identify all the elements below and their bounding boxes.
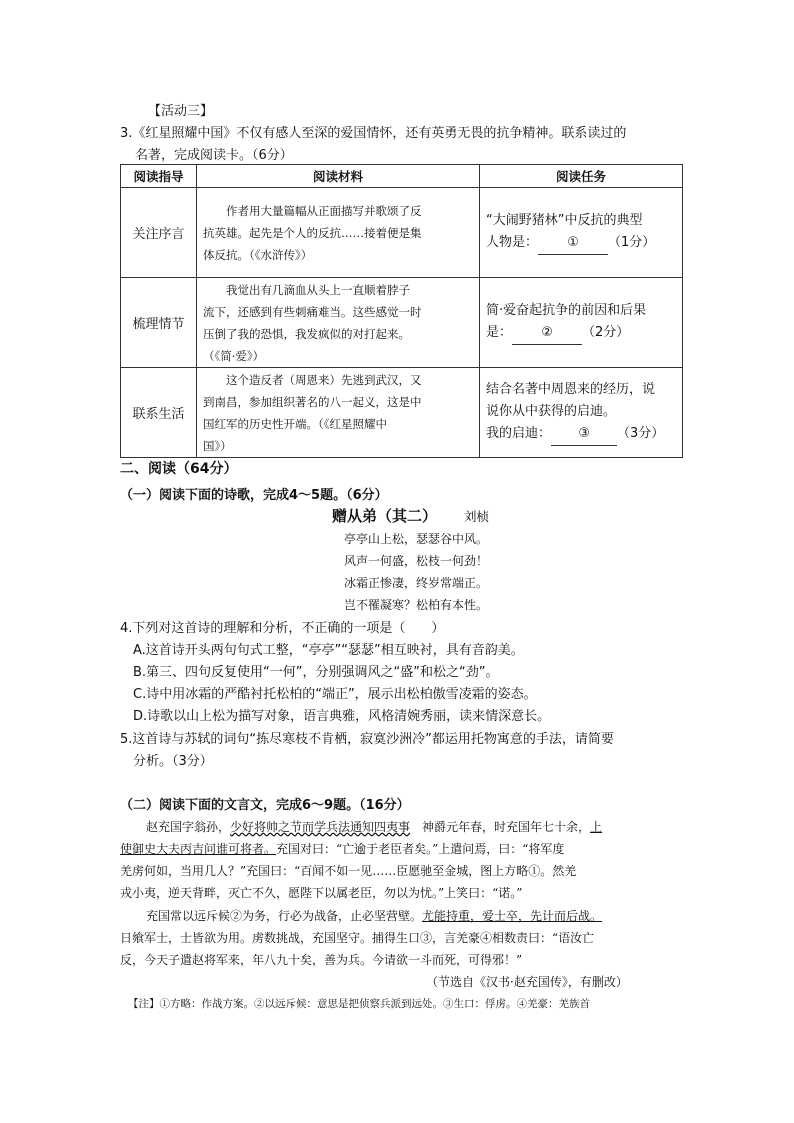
passage-underlined-text: 尤能持重，爱士卒，先计而后战。 (422, 909, 603, 923)
passage-wavy-text: 少好将帅之节而学兵法通知四夷事 (230, 820, 411, 834)
task-line: 我的启迪： (486, 426, 552, 441)
table-header-row (121, 165, 683, 188)
material-cell (197, 188, 480, 278)
material-line: 压倒了我的恐惧，我发疯似的对打起来。 (203, 326, 410, 341)
material-cell (197, 368, 480, 458)
material-line: 流下，还感到有些刺痛难当。这些感觉一时 (203, 304, 422, 319)
poem-line: 风声一何盛，松枝一何劲！ (344, 554, 489, 568)
material-line: 抗英雄。起先是个人的反抗……接着便是集 (203, 225, 422, 240)
passage-line (146, 818, 602, 835)
q4-option-d: D.诗歌以山上松为描写对象，语言典雅，风格清婉秀丽，读来情深意长。 (133, 709, 551, 724)
task-line: 简·爱奋起抗争的前因和后果 (486, 303, 647, 318)
answer-blank-3[interactable]: ③ (551, 423, 617, 446)
task-line: 是： (486, 325, 513, 340)
score-label: （2分） (582, 325, 630, 340)
score-label: （1分） (608, 235, 656, 250)
passage-line: 羌虏何如，当用几人？”充国曰：“百闻不如一见……臣愿驰至金城，图上方略①。然羌 (120, 864, 577, 878)
q3-stem-line1: 3.《红星照耀中国》不仅有感人至深的爱国情怀，还有英勇无畏的抗争精神。联系读过的 (120, 126, 627, 141)
material-line: 作者用大量篇幅从正面描写并歌颂了反 (226, 203, 422, 218)
passage-text: 充国对曰：“亡逾于老臣者矣。”上遣问焉，曰：“将军度 (276, 842, 565, 856)
passage-underlined-text: 上 (590, 820, 603, 834)
material-cell (197, 278, 480, 368)
poem-line: 岂不罹凝寒？松柏有本性。 (344, 598, 489, 612)
q5-stem-line1: 5.这首诗与苏轼的词句“拣尽寒枝不肯栖，寂寞沙洲冷”都运用托物寓意的手法，请简要 (120, 732, 614, 747)
q4-option-c: C.诗中用冰霜的严酷衬托松柏的“端正”，展示出松柏傲雪凌霜的姿态。 (133, 687, 537, 702)
table-header: 阅读指导 (121, 165, 197, 188)
guide-cell: 关注序言 (121, 188, 197, 278)
material-line: 国》） (203, 438, 232, 453)
poem-author: 刘桢 (464, 509, 490, 524)
answer-blank-1[interactable]: ① (538, 232, 608, 255)
material-line: 我觉出有几滴血从头上一直顺着脖子 (226, 282, 410, 297)
task-line: 人物是： (486, 235, 539, 250)
q4-stem: 4.下列对这首诗的理解和分析，不正确的一项是（ ） (120, 621, 445, 636)
table-row (121, 188, 683, 278)
part2-title: （二）阅读下面的文言文，完成6～9题。（16分） (120, 798, 410, 813)
guide-cell: 梳理情节 (121, 278, 197, 368)
q4-option-b: B.第三、四句反复使用“一何”，分别强调风之“盛”和松之“劲”。 (133, 665, 499, 680)
passage-line: 戎小夷，逆天背畔，灭亡不久，愿陛下以属老臣，勿以为忧。”上笑曰：“诺。” (120, 886, 523, 900)
task-cell (480, 188, 683, 278)
q4-option-a: A.这首诗开头两句句式工整，“亭亭”“瑟瑟”相互映衬，具有音韵美。 (133, 643, 524, 658)
footnote: 【注】①方略：作战方案。②以远斥候：意思是把侦察兵派到远处。③生口：俘虏。④羌豪：羌族首 (128, 998, 590, 1010)
passage-line (120, 840, 564, 857)
table-row (121, 368, 683, 458)
material-line: 到南昌，参加组织著名的八一起义，这是中 (203, 394, 422, 409)
passage-line (146, 907, 602, 924)
score-label: （3分） (617, 426, 665, 441)
material-line: 国红军的历史性开端。（《红星照耀中 (203, 416, 387, 431)
passage-text: 充国常以远斥候②为务，行必为战备，止必坚营壁。 (146, 909, 423, 923)
passage-underlined-text: 使御史大夫丙吉问谁可将者。 (120, 842, 277, 856)
poem-line: 冰霜正惨凄，终岁常端正。 (344, 576, 489, 590)
poem-line: 亭亭山上松，瑟瑟谷中风。 (344, 532, 489, 546)
reading-card-table (120, 164, 683, 458)
answer-blank-2[interactable]: ② (512, 322, 582, 345)
task-line: 说你从中获得的启迪。 (486, 404, 617, 419)
task-cell (480, 278, 683, 368)
material-line: 体反抗。（《水浒传》） (203, 247, 313, 262)
table-header: 阅读任务 (480, 165, 683, 188)
task-line: “大闹野猪林”中反抗的典型 (486, 213, 643, 228)
task-line: 结合名著中周恩来的经历，说 (486, 382, 656, 397)
q3-stem-line2: 名著，完成阅读卡。（6分） (135, 148, 293, 163)
passage-text: 神爵元年春，时充国年七十余， (422, 820, 591, 834)
section-title: 二、阅读（64分） (120, 461, 238, 477)
table-header: 阅读材料 (197, 165, 480, 188)
passage-line: 日飨军士，士皆欲为用。虏数挑战，充国坚守。捕得生口③，言羌豪④相数责曰：“语汝亡 (120, 931, 595, 945)
poem-title: 赠从弟（其二） (332, 507, 438, 525)
material-line: （《简·爱》） (203, 348, 265, 363)
activity-title: 【活动三】 (148, 104, 214, 119)
q5-stem-line2: 分析。（3分） (133, 754, 213, 769)
part1-title: （一）阅读下面的诗歌，完成4～5题。（6分） (120, 488, 388, 503)
passage-text: 赵充国字翁孙， (146, 820, 231, 834)
table-row (121, 278, 683, 368)
passage-source: （节选自《汉书·赵充国传》，有删改） (426, 975, 628, 989)
material-line: 这个造反者（周恩来）先逃到武汉，又 (226, 372, 422, 387)
guide-cell: 联系生活 (121, 368, 197, 458)
task-cell (480, 368, 683, 458)
passage-line: 反，今天子遣赵将军来，年八九十矣，善为兵。今请欲一斗而死，可得邪！” (120, 953, 523, 967)
